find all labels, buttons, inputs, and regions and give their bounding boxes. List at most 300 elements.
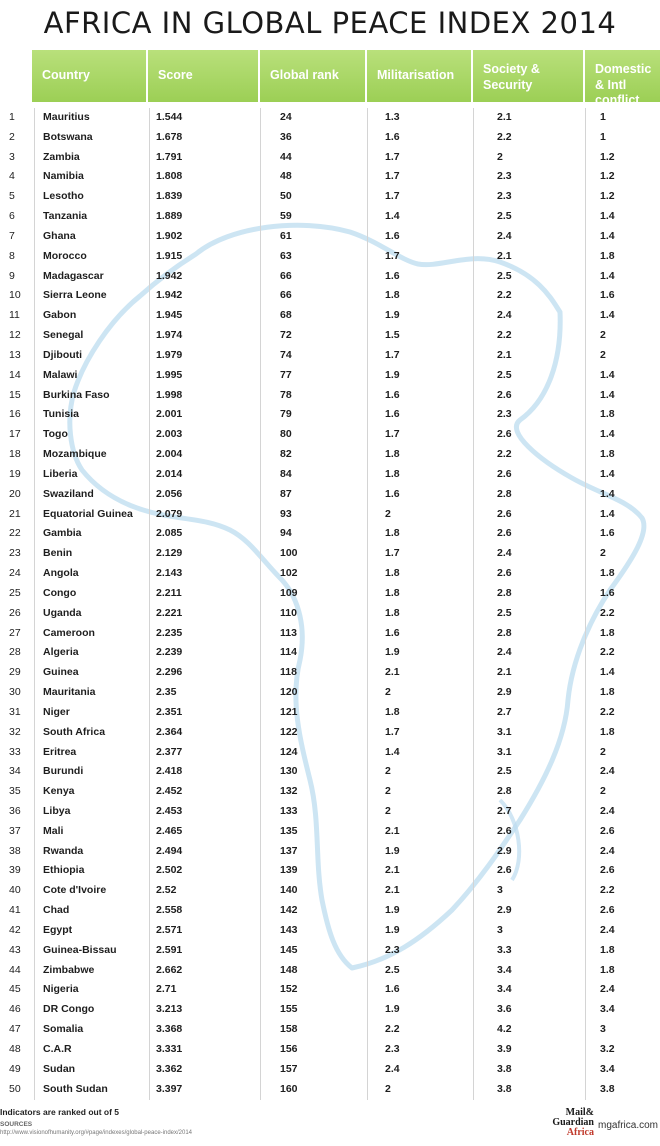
row-index: 46 [9,1003,21,1016]
cell-militarisation: 1.8 [385,527,400,540]
cell-domestic-conflict: 2.2 [600,606,615,619]
row-index: 33 [9,745,21,758]
cell-domestic-conflict: 2 [600,348,606,361]
cell-global-rank: 61 [280,229,292,242]
cell-score: 1.995 [156,368,183,381]
cell-society-security: 3.6 [497,1003,512,1016]
cell-score: 2.571 [156,923,183,936]
cell-domestic-conflict: 1.4 [600,666,615,679]
cell-domestic-conflict: 2.4 [600,983,615,996]
cell-country: Swaziland [43,487,94,500]
cell-country: Chad [43,904,70,917]
cell-global-rank: 59 [280,210,292,223]
cell-society-security: 2.3 [497,170,512,183]
cell-score: 2.079 [156,507,183,520]
row-index: 29 [9,666,21,679]
cell-score: 2.502 [156,864,183,877]
row-index: 35 [9,785,21,798]
cell-global-rank: 113 [280,626,297,639]
row-index: 28 [9,646,21,659]
row-index: 8 [9,249,15,262]
header-global-rank: Global rank [260,50,365,102]
cell-country: C.A.R [43,1042,72,1055]
cell-global-rank: 87 [280,487,292,500]
table-row [0,604,660,624]
cell-society-security: 3.3 [497,943,512,956]
table-row [0,723,660,743]
cell-score: 2.239 [156,646,183,659]
cell-score: 2.235 [156,626,183,639]
cell-score: 2.364 [156,725,183,738]
table-row [0,366,660,386]
cell-global-rank: 63 [280,249,292,262]
cell-score: 2.453 [156,804,183,817]
cell-militarisation: 1.6 [385,388,400,401]
cell-domestic-conflict: 2.2 [600,884,615,897]
row-index: 16 [9,408,21,421]
row-index: 1 [9,111,15,123]
cell-global-rank: 72 [280,329,292,342]
cell-country: DR Congo [43,1003,95,1016]
cell-society-security: 2.9 [497,904,512,917]
cell-society-security: 2.8 [497,487,512,500]
table-row [0,1020,660,1040]
logo-line-1: Mail& [565,1107,594,1118]
cell-militarisation: 1.7 [385,348,400,361]
cell-global-rank: 132 [280,785,298,798]
cell-country: Gabon [43,309,77,322]
cell-score: 2.014 [156,467,183,480]
cell-global-rank: 94 [280,527,292,540]
cell-militarisation: 1.7 [385,170,400,183]
cell-militarisation: 2.1 [385,884,400,897]
cell-society-security: 3 [497,923,503,936]
cell-score: 1.942 [156,269,183,282]
cell-militarisation: 1.4 [385,210,400,223]
cell-society-security: 2.6 [497,824,512,837]
cell-society-security: 3.4 [497,983,512,996]
cell-society-security: 2.9 [497,686,512,699]
table-row [0,505,660,525]
table-row [0,941,660,961]
cell-militarisation: 1.6 [385,983,400,996]
cell-global-rank: 157 [280,1062,298,1075]
table-row [0,1080,660,1100]
cell-society-security: 2.6 [497,467,512,480]
cell-society-security: 2.2 [497,448,512,461]
cell-militarisation: 2 [385,765,391,778]
cell-country: Zambia [43,150,80,163]
cell-score: 2.377 [156,745,183,758]
cell-country: Cote d'Ivoire [43,884,107,897]
cell-militarisation: 2 [385,1082,391,1095]
row-index: 12 [9,329,21,342]
table-row [0,425,660,445]
cell-global-rank: 145 [280,943,298,956]
cell-militarisation: 2.2 [385,1023,400,1036]
cell-militarisation: 1.5 [385,329,400,342]
table-row [0,108,660,128]
cell-country: Guinea [43,666,79,679]
cell-society-security: 2.1 [497,666,512,679]
row-index: 25 [9,586,21,599]
cell-score: 2.143 [156,567,183,580]
table-row [0,128,660,148]
cell-score: 3.397 [156,1082,183,1095]
cell-militarisation: 2.3 [385,1042,400,1055]
cell-militarisation: 1.9 [385,923,400,936]
cell-score: 1.902 [156,229,183,242]
cell-militarisation: 1.9 [385,309,400,322]
row-index: 10 [9,289,21,302]
cell-domestic-conflict: 1.4 [600,507,615,520]
row-index: 45 [9,983,21,996]
cell-global-rank: 82 [280,448,292,461]
cell-militarisation: 1.6 [385,130,400,143]
cell-militarisation: 1.7 [385,547,400,560]
cell-global-rank: 120 [280,686,298,699]
cell-score: 2.662 [156,963,183,976]
row-index: 3 [9,150,15,163]
table-row [0,881,660,901]
cell-global-rank: 155 [280,1003,298,1016]
cell-militarisation: 2.5 [385,963,400,976]
cell-global-rank: 122 [280,725,298,738]
row-index: 20 [9,487,21,500]
cell-society-security: 2.6 [497,527,512,540]
cell-score: 2.465 [156,824,183,837]
table-row [0,624,660,644]
cell-society-security: 2.8 [497,785,512,798]
cell-domestic-conflict: 2.4 [600,765,615,778]
cell-global-rank: 84 [280,467,292,480]
table-row [0,1040,660,1060]
cell-country: Togo [43,428,68,441]
cell-country: Burundi [43,765,84,778]
row-index: 42 [9,923,21,936]
cell-country: Libya [43,804,71,817]
cell-militarisation: 1.9 [385,646,400,659]
cell-domestic-conflict: 3.2 [600,1042,615,1055]
cell-score: 2.71 [156,983,177,996]
cell-country: Sudan [43,1062,76,1075]
cell-society-security: 2.1 [497,348,512,361]
table-row [0,544,660,564]
cell-score: 1.678 [156,130,183,143]
table-row [0,842,660,862]
cell-society-security: 4.2 [497,1023,512,1036]
cell-score: 1.791 [156,150,183,163]
row-index: 7 [9,229,15,242]
cell-society-security: 2.6 [497,864,512,877]
cell-militarisation: 2 [385,507,391,520]
cell-global-rank: 48 [280,170,292,183]
cell-score: 1.979 [156,348,183,361]
cell-militarisation: 2 [385,686,391,699]
cell-domestic-conflict: 3.4 [600,1003,615,1016]
cell-country: Algeria [43,646,79,659]
cell-score: 1.808 [156,170,183,183]
cell-score: 1.945 [156,309,183,322]
cell-country: Sierra Leone [43,289,107,302]
cell-score: 1.942 [156,289,183,302]
page-title: AFRICA IN GLOBAL PEACE INDEX 2014 [43,6,617,40]
cell-militarisation: 1.8 [385,467,400,480]
cell-global-rank: 130 [280,765,298,778]
header-militarisation: Militarisation [367,50,471,102]
header-society-security: Society & Security [473,50,583,102]
cell-country: Lesotho [43,190,84,203]
cell-militarisation: 1.9 [385,1003,400,1016]
cell-society-security: 2.8 [497,626,512,639]
row-index: 30 [9,686,21,699]
cell-global-rank: 156 [280,1042,298,1055]
cell-country: Guinea-Bissau [43,943,117,956]
row-index: 27 [9,626,21,639]
cell-global-rank: 50 [280,190,292,203]
table-row [0,524,660,544]
cell-score: 2.296 [156,666,183,679]
cell-global-rank: 158 [280,1023,298,1036]
table-row [0,187,660,207]
sources-label: SOURCES [0,1121,33,1128]
cell-society-security: 2.1 [497,111,512,123]
cell-society-security: 2.4 [497,547,512,560]
cell-country: Ghana [43,229,76,242]
table-row [0,207,660,227]
cell-score: 1.998 [156,388,183,401]
cell-society-security: 3.8 [497,1082,512,1095]
table-row [0,921,660,941]
cell-global-rank: 121 [280,705,298,718]
cell-society-security: 2.5 [497,210,512,223]
cell-domestic-conflict: 2.6 [600,824,615,837]
cell-society-security: 2 [497,150,503,163]
row-index: 40 [9,884,21,897]
cell-society-security: 2.1 [497,249,512,262]
cell-militarisation: 1.6 [385,408,400,421]
row-index: 11 [9,309,20,322]
cell-domestic-conflict: 1.4 [600,309,615,322]
table-row [0,643,660,663]
cell-score: 2.35 [156,686,177,699]
row-index: 32 [9,725,21,738]
cell-country: Rwanda [43,844,84,857]
cell-militarisation: 1.9 [385,904,400,917]
table-row [0,445,660,465]
cell-militarisation: 1.7 [385,725,400,738]
cell-score: 1.915 [156,249,183,262]
cell-militarisation: 1.6 [385,487,400,500]
cell-militarisation: 1.7 [385,249,400,262]
cell-society-security: 2.5 [497,368,512,381]
cell-global-rank: 44 [280,150,292,163]
table-row [0,703,660,723]
cell-domestic-conflict: 3 [600,1023,606,1036]
row-index: 13 [9,348,21,361]
table-body [0,108,660,1099]
cell-score: 3.368 [156,1023,183,1036]
cell-global-rank: 137 [280,844,298,857]
cell-global-rank: 36 [280,130,292,143]
cell-global-rank: 143 [280,923,298,936]
cell-global-rank: 66 [280,289,292,302]
logo-line-3: Africa [566,1127,594,1138]
table-row [0,961,660,981]
table-row [0,1060,660,1080]
cell-militarisation: 2.3 [385,943,400,956]
cell-global-rank: 135 [280,824,298,837]
cell-domestic-conflict: 1.2 [600,170,615,183]
cell-militarisation: 1.8 [385,586,400,599]
row-index: 44 [9,963,21,976]
table-row [0,584,660,604]
cell-score: 2.221 [156,606,183,619]
cell-score: 2.003 [156,428,183,441]
cell-global-rank: 124 [280,745,298,758]
table-row [0,762,660,782]
cell-score: 2.056 [156,487,183,500]
cell-country: Niger [43,705,70,718]
cell-society-security: 2.2 [497,289,512,302]
header-domestic-conflict: Domestic & Intl conflict [585,50,660,102]
cell-militarisation: 1.6 [385,269,400,282]
cell-score: 2.52 [156,884,177,897]
table-row [0,980,660,1000]
row-index: 31 [9,705,21,718]
cell-domestic-conflict: 1.4 [600,487,615,500]
cell-society-security: 2.6 [497,507,512,520]
cell-militarisation: 1.7 [385,428,400,441]
cell-global-rank: 109 [280,586,298,599]
row-index: 24 [9,567,21,580]
cell-domestic-conflict: 1.4 [600,467,615,480]
cell-society-security: 2.5 [497,606,512,619]
cell-militarisation: 2.4 [385,1062,400,1075]
cell-domestic-conflict: 1.4 [600,428,615,441]
table-row [0,683,660,703]
row-index: 6 [9,210,15,223]
cell-score: 2.211 [156,586,182,599]
cell-country: Zimbabwe [43,963,95,976]
row-index: 18 [9,448,21,461]
table-row [0,861,660,881]
footnote: Indicators are ranked out of 5 [0,1107,120,1117]
cell-country: Senegal [43,329,84,342]
row-index: 34 [9,765,21,778]
cell-domestic-conflict: 1.8 [600,408,615,421]
row-index: 50 [9,1082,21,1095]
cell-score: 1.839 [156,190,183,203]
cell-country: Cameroon [43,626,95,639]
cell-country: South Sudan [43,1082,108,1095]
cell-society-security: 2.9 [497,844,512,857]
cell-domestic-conflict: 1.8 [600,249,615,262]
cell-score: 2.558 [156,904,183,917]
table-row [0,465,660,485]
cell-country: Mali [43,824,64,837]
table-row [0,286,660,306]
cell-domestic-conflict: 2.2 [600,705,615,718]
row-index: 14 [9,368,21,381]
row-index: 15 [9,388,21,401]
row-index: 41 [9,904,21,917]
cell-domestic-conflict: 1.8 [600,626,615,639]
cell-country: Liberia [43,467,78,480]
row-index: 39 [9,864,21,877]
cell-country: Kenya [43,785,75,798]
cell-society-security: 3.1 [497,745,512,758]
cell-society-security: 3.1 [497,725,512,738]
cell-score: 3.213 [156,1003,183,1016]
cell-global-rank: 68 [280,309,292,322]
cell-domestic-conflict: 2 [600,745,606,758]
cell-country: Eritrea [43,745,77,758]
cell-society-security: 2.2 [497,130,512,143]
cell-militarisation: 2.1 [385,824,400,837]
cell-society-security: 2.6 [497,428,512,441]
sources-link[interactable]: http://www.visionofhumanity.org/#page/indexes/global-peace-index/2014 [0,1130,193,1136]
cell-country: Namibia [43,170,84,183]
header-country: Country [32,50,146,102]
cell-domestic-conflict: 1.8 [600,963,615,976]
cell-domestic-conflict: 2 [600,547,606,560]
cell-domestic-conflict: 3.8 [600,1082,615,1095]
cell-score: 2.129 [156,547,183,560]
cell-domestic-conflict: 1.8 [600,725,615,738]
cell-militarisation: 1.6 [385,229,400,242]
cell-domestic-conflict: 1.2 [600,190,615,203]
cell-domestic-conflict: 2 [600,329,606,342]
cell-militarisation: 1.8 [385,705,400,718]
cell-domestic-conflict: 2.2 [600,646,615,659]
cell-country: Angola [43,567,79,580]
row-index: 4 [9,170,15,183]
cell-global-rank: 102 [280,567,298,580]
table-row [0,663,660,683]
table-row [0,306,660,326]
cell-society-security: 2.4 [497,646,512,659]
cell-domestic-conflict: 1.4 [600,368,615,381]
cell-society-security: 2.7 [497,804,512,817]
site-link[interactable]: mgafrica.com [598,1120,659,1131]
cell-domestic-conflict: 1.6 [600,586,615,599]
cell-domestic-conflict: 1.6 [600,289,615,302]
row-index: 23 [9,547,21,560]
cell-domestic-conflict: 1.4 [600,269,615,282]
cell-country: Madagascar [43,269,104,282]
table-row [0,386,660,406]
cell-country: Djibouti [43,348,83,361]
table-row [0,167,660,187]
cell-country: Egypt [43,923,73,936]
cell-country: Gambia [43,527,82,540]
row-index: 37 [9,824,21,837]
cell-society-security: 2.5 [497,765,512,778]
cell-militarisation: 2.1 [385,666,400,679]
cell-global-rank: 114 [280,646,297,659]
cell-country: South Africa [43,725,106,738]
table-row [0,148,660,168]
cell-global-rank: 118 [280,666,297,679]
cell-domestic-conflict: 1.2 [600,150,615,163]
table-row [0,405,660,425]
cell-score: 1.974 [156,329,183,342]
cell-global-rank: 74 [280,348,292,361]
cell-domestic-conflict: 2.6 [600,864,615,877]
cell-domestic-conflict: 1 [600,130,606,143]
table-row [0,227,660,247]
